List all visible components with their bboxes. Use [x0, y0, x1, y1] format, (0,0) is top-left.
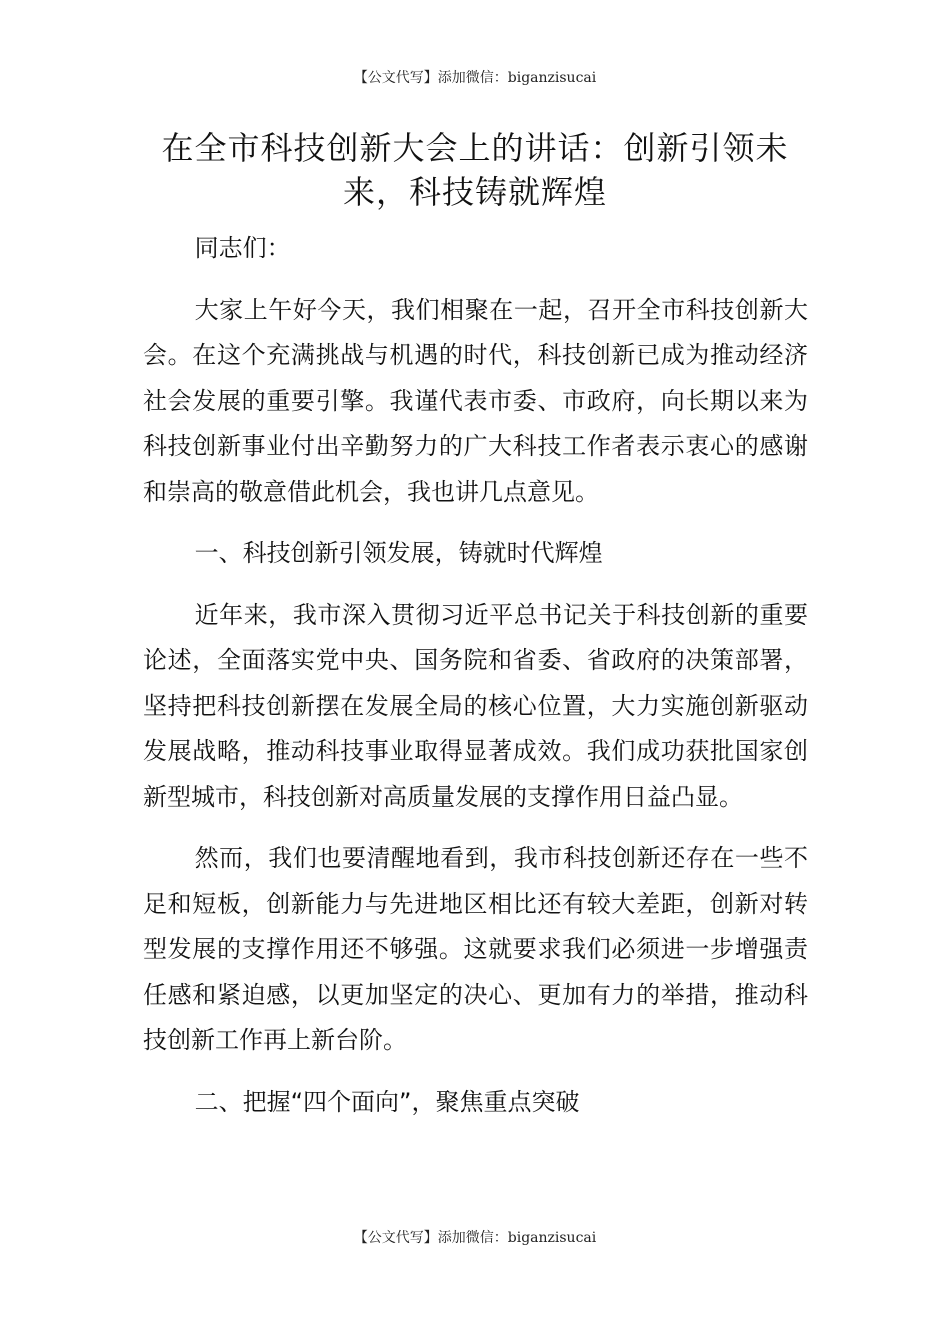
- header-watermark-note: 【公文代写】添加微信：biganzisucai: [353, 70, 597, 86]
- document-body: [143, 226, 808, 1141]
- document-title: 在全市科技创新大会上的讲话：创新引领未来，科技铸就辉煌: [161, 129, 789, 211]
- salutation: 同志们：: [194, 234, 291, 262]
- paragraph-achievements: 近年来，我市深入贯彻习近平总书记关于科技创新的重要论述，全面落实党中央、国务院和省委、省政府的决策部署，坚持把科技创新摆在发展全局的核心位置，大力实施创新驱动发展战略，推动科技事业取得显著成效。我们成功获批国家创新型城市，科技创新对高质量发展的支撑作用日益凸显。: [143, 600, 808, 811]
- footer-watermark-note: 【公文代写】添加微信：biganzisucai: [353, 1230, 597, 1246]
- section-heading-1: 一、科技创新引领发展，铸就时代辉煌: [194, 539, 603, 567]
- paragraph-shortcomings: 然而，我们也要清醒地看到，我市科技创新还存在一些不足和短板，创新能力与先进地区相比还有较大差距，创新对转型发展的支撑作用还不够强。这就要求我们必须进一步增强责任感和紧迫感，以更加坚定的决心、更加有力的举措，推动科技创新工作再上新台阶。: [143, 844, 808, 1054]
- section-heading-2: 二、把握“四个面向”，聚焦重点突破: [194, 1087, 580, 1116]
- paragraph-opening: 大家上午好今天，我们相聚在一起，召开全市科技创新大会。在这个充满挑战与机遇的时代，科技创新已成为推动经济社会发展的重要引擎。我谨代表市委、市政府，向长期以来为科技创新事业付出辛勤努力的广大科技工作者表示衷心的感谢和崇高的敬意借此机会，我也讲几点意见。: [143, 295, 808, 506]
